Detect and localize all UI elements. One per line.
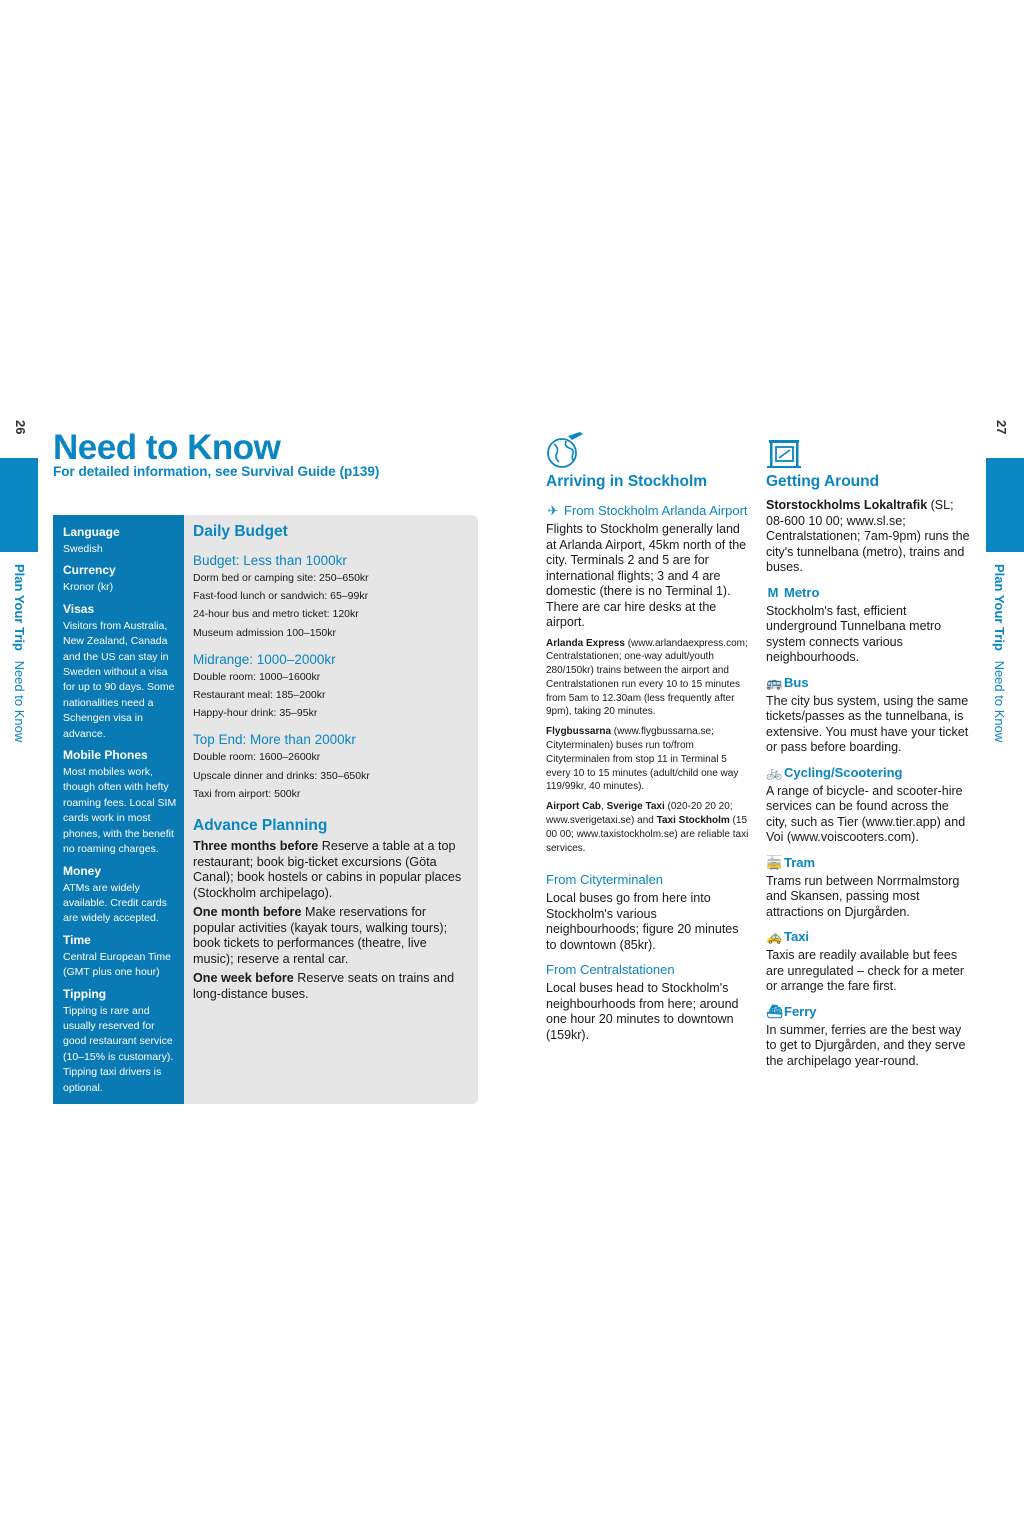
side-section: Plan Your Trip [12,564,27,651]
budget-item: Fast-food lunch or sandwich: 65–99kr [193,590,369,603]
mode-body: The city bus system, using the same tickets/passes as the tunnelbana, is extensive. You must have your ticket or pass before boarding. [766,693,969,754]
left-side-label [12,564,27,742]
fact-text: ATMs are widely available. Credit cards are widely accepted. [63,881,167,925]
taxi-icon: 🚕 [766,929,783,944]
taxi-services: Airport Cab, Sverige Taxi (020-20 20 20; www.sverigetaxi.se) and Taxi Stockholm (15 00 00; www.taxistockholm.se) are reliable taxi services. [546,801,749,854]
mode-heading-cycling-scootering [766,764,972,781]
mode-heading-bus [766,674,972,691]
cityterminalen-heading: From Cityterminalen [546,872,664,888]
mode-heading-metro [766,584,972,601]
budget-heading: Daily Budget [193,523,288,540]
planning-when: One week before [193,971,294,986]
mode-body: In summer, ferries are the best way to get to Djurgården, and they serve the archipelago year-round. [766,1022,966,1068]
budget-tier-label: Top End: More than 2000kr [193,732,356,748]
ferry-icon: ⛴ [766,1003,783,1019]
fact-heading: Money [63,863,102,878]
fact-heading: Visas [63,601,95,616]
fact-text: Most mobiles work, though often with hefty roaming fees. Local SIM cards work in most phones, with the benefit no roaming charges. [63,766,177,856]
budget-item: Upscale dinner and drinks: 350–650kr [193,769,370,782]
mode-label: Taxi [784,929,810,944]
left-page-number: 26 [13,420,28,435]
right-page-tab [986,458,1024,552]
budget-item: Museum admission 100–150kr [193,626,336,639]
mode-body: Taxis are readily available but fees are unregulated – check for a meter or arrange the fare first. [766,948,965,993]
mode-label: Tram [784,854,816,870]
mode-label: Bus [784,674,809,690]
budget-tiers [193,553,470,803]
fact-text: Central European Time (GMT plus one hour) [63,950,171,979]
mode-label: Metro [784,584,820,600]
transport-modes [766,584,972,1070]
budget-item: Happy-hour drink: 35–95kr [193,707,318,720]
planning-item [193,971,470,1002]
mode-heading-ferry [766,1003,972,1020]
sl-info: Storstockholms Lokaltrafik (SL; 08-600 10 00; www.sl.se; Centralstationen; 7am-9pm) runs the city's tunnelbana (metro), trains and buses. [766,498,970,574]
side-section: Plan Your Trip [992,564,1007,651]
fact-heading: Time [63,932,91,947]
tram-icon: 🚋 [766,854,783,870]
page-subtitle: For detailed information, see Survival Guide (p139) [53,464,380,479]
bus-icon: 🚌 [766,674,783,690]
page-title: Need to Know [53,428,281,467]
arlanda-body: Flights to Stockholm generally land at Arlanda Airport, 45km north of the city. Terminals 2 and 5 are for international flights; 3 and 4 are domestic (there is no Terminal 1). There are car hire desks at the airport. [546,522,747,629]
plane-icon: ✈ [547,503,559,518]
budget-item: Restaurant meal: 185–200kr [193,689,326,702]
side-page: Need to Know [12,660,27,743]
mode-body: Stockholm's fast, efficient underground Tunnelbana metro system connects various neighbourhoods. [766,603,942,664]
budget-tier-label: Budget: Less than 1000kr [193,553,347,568]
right-side-label [992,564,1007,742]
arriving-heading: Arriving in Stockholm [546,473,708,490]
left-page-tab [0,458,38,552]
planning-item [193,839,470,901]
planning-text: Make reservations for popular activities (kayak tours, walking tours); book tickets to performances (theatre, live music); reserve a rental car. [193,905,448,966]
getting-around-column [766,430,972,1069]
fact-heading: Language [63,525,120,539]
facts-box [53,515,184,1104]
flygbussarna: Flygbussarna (www.flygbussarna.se; Cityterminalen) buses run to/from Cityterminalen from stop 11 in Terminal 5 every 10 to 15 minutes (adult/child one way 119/99kr, 40 minutes). [546,726,739,793]
mode-heading-tram [766,854,972,871]
metro-icon: M [767,584,779,600]
fact-heading: Tipping [63,986,107,1001]
mode-heading-taxi [766,928,972,945]
getting-around-heading: Getting Around [766,473,880,490]
fact-text: Visitors from Australia, New Zealand, Canada and the US can stay in Sweden without a visa for up to 90 days. Some nationalities need a Schengen visa in advance. [63,619,175,740]
budget-item: Double room: 1600–2600kr [193,751,321,764]
arlanda-heading: ✈ From Stockholm Arlanda Airport [547,503,748,518]
right-page-number: 27 [994,420,1009,435]
planning-text: Reserve a table at a top restaurant; book big-ticket excursions (Göta Canal); book hostels or cabins in popular places (Stockholm archipelago). [193,839,462,900]
budget-tier-label: Midrange: 1000–2000kr [193,651,336,667]
bicycle-icon: 🚲 [766,764,783,780]
mode-label: Cycling/Scootering [784,764,903,780]
fact-heading: Currency [63,563,116,578]
arlanda-express: Arlanda Express (www.arlandaexpress.com; Centralstationen; one-way adult/youth 280/150kr) trains between the airport and Centralstationen run every 10 to 15 minutes from 5am to 12.30am (less frequently after 9pm), taking 20 minutes. [546,637,748,718]
tram-stop-icon [766,430,972,470]
centralstationen-body: Local buses head to Stockholm's neighbourhoods from here; around one hour 20 minutes to downtown (159kr). [546,981,739,1042]
fact-text: Tipping is rare and usually reserved for good restaurant service (10–15% is customary). Tipping taxi drivers is optional. [63,1004,174,1094]
arriving-column [546,430,752,1043]
mode-body: A range of bicycle- and scooter-hire services can be found across the city, such as Tier (www.tier.app) and Voi (www.voiscooters.com). [766,783,966,844]
globe-plane-icon [546,430,752,470]
budget-box [184,515,478,1104]
planning-item [193,905,470,967]
cityterminalen-body: Local buses go from here into Stockholm's various neighbourhoods; figure 20 minutes to downtown (85kr). [546,891,739,952]
planning-list [193,839,470,1002]
budget-item: Dorm bed or camping site: 250–650kr [193,572,369,584]
planning-when: One month before [193,905,302,920]
side-page: Need to Know [992,660,1007,743]
fact-text: Kronor (kr) [63,581,114,594]
mode-body: Trams run between Norrmalmstorg and Skansen, passing most attractions on Djurgården. [766,873,960,919]
planning-when: Three months before [193,839,319,854]
centralstationen-heading: From Centralstationen [546,962,675,978]
planning-heading: Advance Planning [193,817,328,835]
budget-item: Taxi from airport: 500kr [193,787,301,800]
planning-text: Reserve seats on trains and long-distance buses. [193,971,455,1001]
fact-heading: Mobile Phones [63,748,148,763]
budget-item: 24-hour bus and metro ticket: 120kr [193,608,359,621]
mode-label: Ferry [784,1003,817,1019]
fact-text: Swedish [63,543,103,555]
budget-item: Double room: 1000–1600kr [193,670,321,683]
